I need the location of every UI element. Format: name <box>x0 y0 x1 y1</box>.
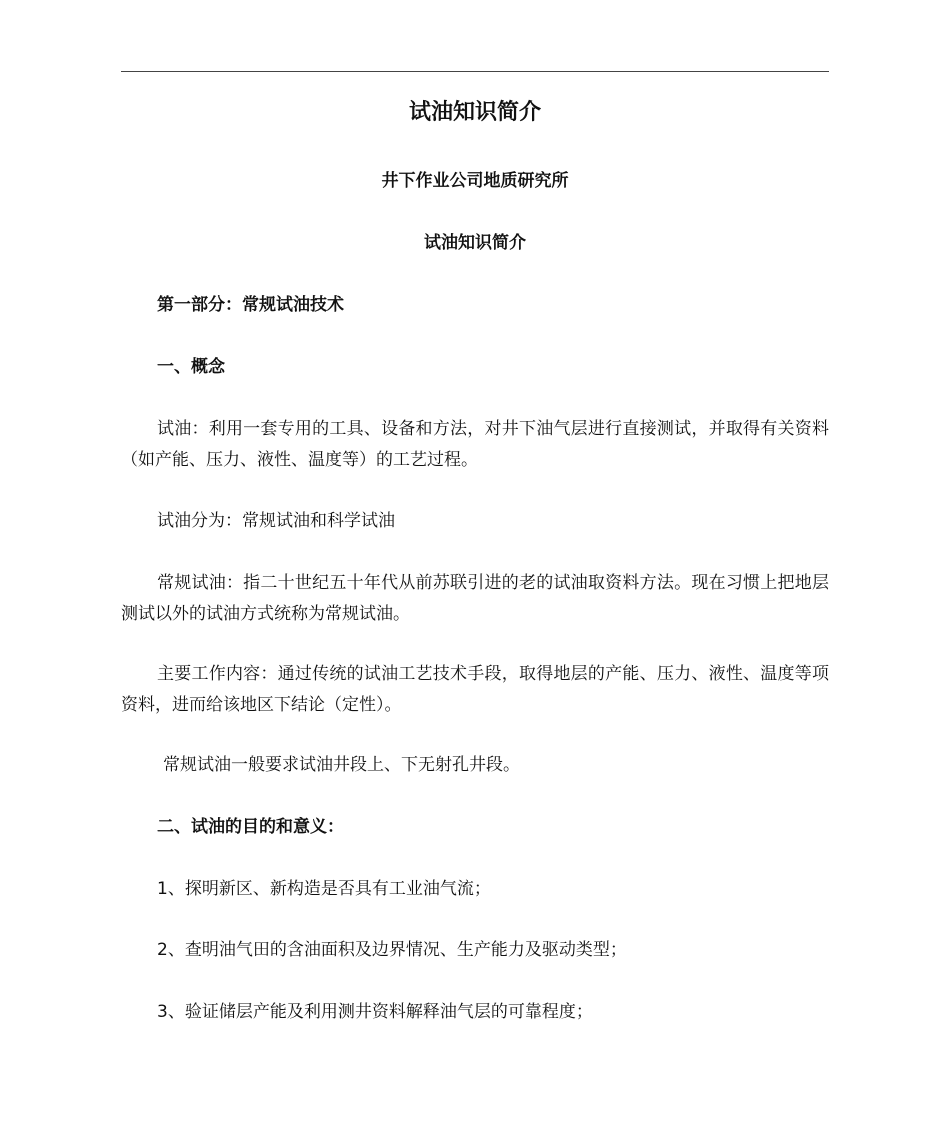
paragraph-main-work: 主要工作内容：通过传统的试油工艺技术手段，取得地层的产能、压力、液性、温度等项资料，进而给该地区下结论（定性）。 <box>121 664 829 715</box>
paragraph-conventional: 常规试油：指二十世纪五十年代从前苏联引进的老的试油取资料方法。现在习惯上把地层测试以外的试油方式统称为常规试油。 <box>121 573 829 624</box>
section-heading-purpose: 二、试油的目的和意义： <box>157 817 344 837</box>
paragraph-classification: 试油分为：常规试油和科学试油 <box>157 511 395 531</box>
list-item: 1、探明新区、新构造是否具有工业油气流； <box>157 879 491 899</box>
document-title: 试油知识简介 <box>408 100 541 125</box>
paragraph-requirement: 常规试油一般要求试油井段上、下无射孔井段。 <box>163 755 520 775</box>
part-heading: 第一部分：常规试油技术 <box>157 295 344 315</box>
paragraph-definition: 试油：利用一套专用的工具、设备和方法，对井下油气层进行直接测试，并取得有关资料（如产能、压力、液性、温度等）的工艺过程。 <box>121 419 829 470</box>
list-item: 2、查明油气田的含油面积及边界情况、生产能力及驱动类型； <box>157 940 627 960</box>
organization-name: 井下作业公司地质研究所 <box>381 171 569 191</box>
header-rule <box>121 71 829 72</box>
section-heading-concept: 一、概念 <box>157 357 225 377</box>
document-subtitle: 试油知识简介 <box>424 233 526 253</box>
list-item: 3、验证储层产能及利用测井资料解释油气层的可靠程度； <box>157 1002 593 1022</box>
